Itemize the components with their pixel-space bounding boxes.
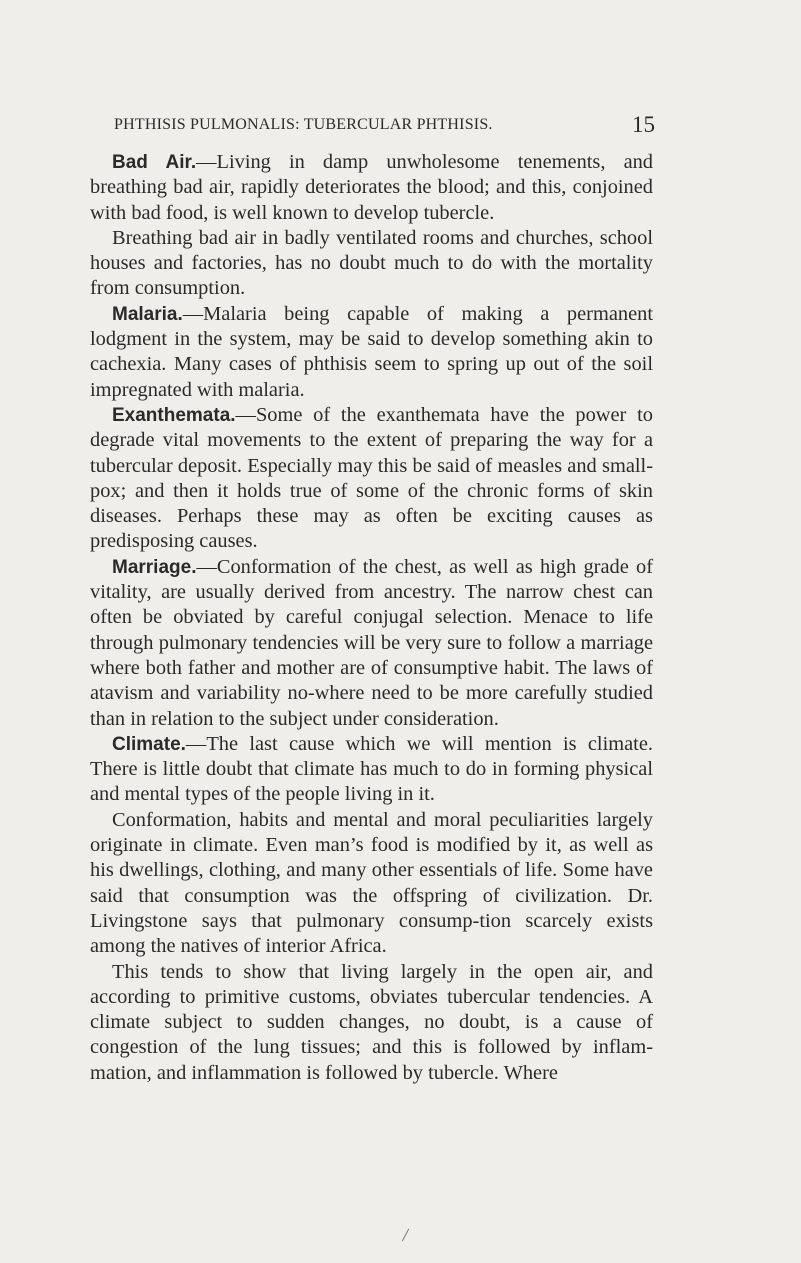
- paragraph-conformation: [90, 808, 653, 960]
- stray-mark: [402, 1229, 409, 1242]
- paragraph-text: —Conformation of the chest, as well as high grade of vitality, are usually derived from ancestry. The narrow chest can often be obviated by careful conjugal selection. Menace to life through pulmonary tendencies will be very sure to follow a marriage where both father and mother are of consumptive habit. The laws of atavism and variability no-where need to be more carefully studied than in relation to the subject under consideration.: [90, 555, 653, 730]
- running-title: PHTHISIS PULMONALIS: TUBERCULAR PHTHISIS.: [114, 116, 493, 133]
- paragraph-text: —The last cause which we will mention is climate. There is little doubt that climate has much to do in forming physical and mental types of the people living in it.: [90, 732, 653, 806]
- section-heading: Malaria.: [112, 303, 183, 325]
- paragraph-text: —Malaria being capable of making a permanent lodgment in the system, may be said to develop something akin to cachexia. Many cases of phthisis seem to spring up out of the soil impregnated with malaria.: [90, 302, 653, 401]
- page-number: 15: [632, 112, 655, 137]
- paragraph-bad-air-continued: [90, 226, 653, 302]
- page-header: [114, 112, 655, 142]
- paragraph-text: —Some of the exanthemata have the power to degrade vital movements to the extent of preparing the way for a tubercular deposit. Especially may this be said of measles and small-pox; and then it holds true of some of the chronic forms of skin diseases. Perhaps these may as often be exciting causes as predisposing causes.: [90, 403, 653, 553]
- paragraph-open-air: [90, 960, 653, 1086]
- section-heading: Exanthemata.: [112, 404, 236, 426]
- paragraph-text: Conformation, habits and mental and moral peculiarities largely originate in climate. Even man’s food is modified by it, as well as his dwellings, clothing, and many other essentials of life. Some have said that consumption was the offspring of civilization. Dr. Livingstone says that pulmonary consump-tion scarcely exists among the natives of interior Africa.: [90, 808, 653, 958]
- section-heading: Bad Air.: [112, 152, 197, 173]
- paragraph-text: —Living in damp unwholesome tenements, and breathing bad air, rapidly deteriorates the blood; and this, conjoined with bad food, is well known to develop tubercle.: [90, 151, 654, 224]
- body-text: [90, 150, 653, 1086]
- paragraph-marriage: [90, 555, 653, 732]
- paragraph-climate: [90, 732, 653, 808]
- section-heading: Climate.: [112, 733, 186, 755]
- paragraph-bad-air: [90, 150, 653, 226]
- paragraph-malaria: [90, 302, 653, 403]
- paragraph-text: This tends to show that living largely in the open air, and according to primitive customs, obviates tubercular tendencies. A climate subject to sudden changes, no doubt, is a cause of congestion of the lung tissues; and this is followed by inflam-mation, and inflammation is followed by tubercle. Where: [90, 960, 653, 1084]
- section-heading: Marriage.: [112, 556, 197, 578]
- paragraph-exanthemata: [90, 403, 653, 555]
- paragraph-text: Breathing bad air in badly ventilated rooms and churches, school houses and factories, has no doubt much to do with the mortality from consumption.: [90, 226, 653, 300]
